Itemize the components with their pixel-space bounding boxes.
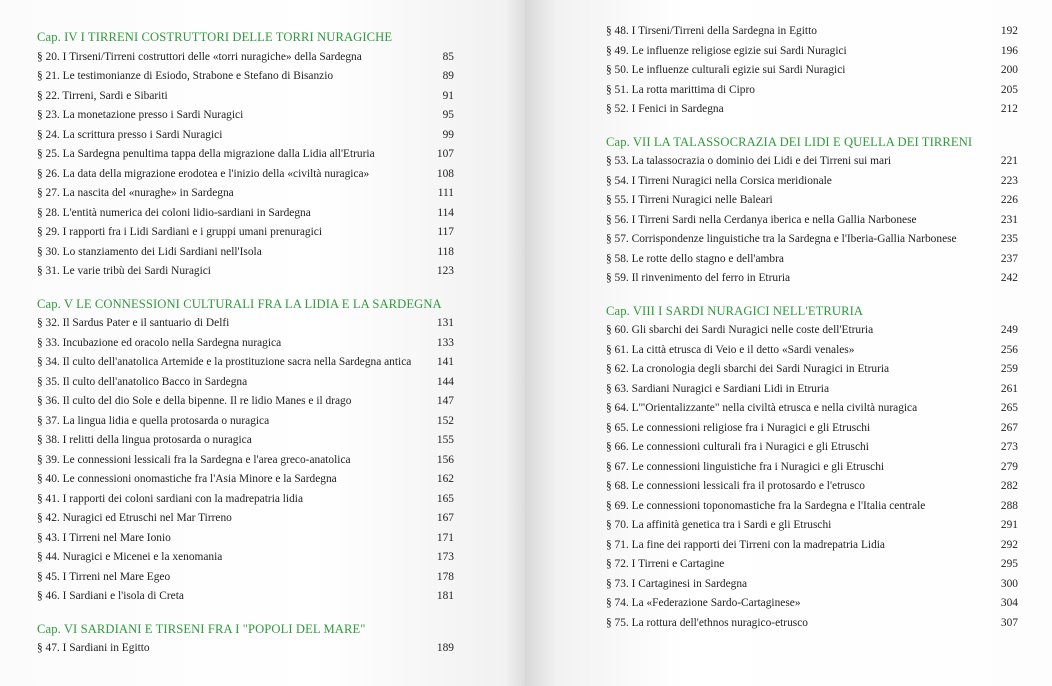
entry-title: § 42. Nuragici ed Etruschi nel Mar Tirreno	[37, 512, 232, 524]
toc-entry	[606, 536, 1018, 556]
entry-page-number: 242	[1000, 272, 1018, 284]
entry-title: § 69. Le connessioni toponomastiche fra la Sardegna e l'Italia centrale	[606, 499, 926, 512]
entry-title: § 51. La rotta marittima di Cipro	[606, 83, 755, 96]
toc-entry	[37, 48, 454, 68]
entry-title: § 54. I Tirreni Nuragici nella Corsica meridionale	[606, 174, 832, 187]
toc-entry	[606, 380, 1018, 400]
entry-page-number: 133	[436, 336, 454, 349]
toc-entry	[606, 191, 1018, 211]
entry-title: § 62. La cronologia degli sbarchi dei Sardi Nuragici in Etruria	[606, 363, 890, 375]
entry-title: § 64. L'"Orientalizzante" nella civiltà etrusca e nella civiltà nuragica	[606, 402, 918, 414]
toc-entry	[606, 100, 1018, 120]
toc-entry	[606, 230, 1018, 250]
entry-title: § 71. La fine dei rapporti dei Tirreni con la madrepatria Lidia	[606, 538, 885, 551]
toc-entry	[37, 184, 454, 204]
entry-page-number: 91	[442, 89, 454, 102]
toc-entry	[37, 334, 454, 354]
entry-page-number: 249	[1000, 324, 1018, 336]
entry-title: § 65. Le connessioni religiose fra i Nuragici e gli Etruschi	[606, 421, 871, 434]
entry-title: § 74. La «Federazione Sardo-Cartaginese»	[606, 597, 801, 609]
toc-entry	[606, 269, 1018, 289]
entry-title: § 57. Corrispondenze linguistiche tra la Sardegna e l'Iberia-Gallia Narbonese	[606, 233, 957, 245]
entry-title: § 40. Le connessioni onomastiche fra l'Asia Minore e la Sardegna	[37, 473, 337, 485]
toc-entry	[37, 412, 454, 432]
entry-page-number: 265	[1000, 402, 1018, 414]
toc-entry	[606, 211, 1018, 231]
entry-title: § 68. Le connessioni lessicali fra il protosardo e l'etrusco	[606, 480, 865, 492]
entry-page-number: 85	[442, 50, 454, 63]
entry-page-number: 307	[1000, 616, 1018, 629]
toc-entry	[37, 529, 454, 549]
entry-title: § 30. Lo stanziamento dei Lidi Sardiani nell'Isola	[37, 245, 262, 258]
entry-title: § 49. Le influenze religiose egizie sui Sardi Nuragici	[606, 44, 847, 57]
toc-entry	[606, 614, 1018, 634]
entry-page-number: 279	[1000, 460, 1018, 473]
entry-page-number: 123	[436, 265, 454, 277]
entry-page-number: 155	[436, 434, 454, 446]
entry-page-number: 178	[436, 570, 454, 583]
entry-title: § 24. La scrittura presso i Sardi Nuragici	[37, 128, 223, 141]
toc-entry	[606, 458, 1018, 478]
entry-page-number: 107	[436, 148, 454, 160]
entry-page-number: 89	[442, 70, 454, 82]
entry-title: § 73. I Cartaginesi in Sardegna	[606, 577, 748, 590]
entry-title: § 37. La lingua lidia e quella protosarda o nuragica	[37, 414, 270, 427]
entry-title: § 23. La monetazione presso i Sardi Nuragici	[37, 109, 244, 121]
chapter-heading: Cap. V LE CONNESSIONI CULTURALI FRA LA LIDIA E LA SARDEGNA	[37, 296, 442, 311]
toc-entry	[37, 568, 454, 588]
entry-title: § 20. I Tirseni/Tirreni costruttori delle «torri nuragiche» della Sardegna	[37, 50, 362, 63]
toc-entry	[606, 321, 1018, 341]
entry-title: § 31. Le varie tribù dei Sardi Nuragici	[37, 265, 211, 277]
chapter-heading: Cap. IV I TIRRENI COSTRUTTORI DELLE TORRI NURAGICHE	[37, 30, 393, 44]
entry-page-number: 111	[437, 187, 454, 199]
toc-entry	[606, 341, 1018, 361]
toc-entry	[606, 438, 1018, 458]
entry-page-number: 189	[436, 642, 454, 654]
toc-entry	[606, 477, 1018, 497]
entry-page-number: 223	[1000, 174, 1018, 187]
toc-entry	[37, 392, 454, 412]
entry-title: § 21. Le testimonianze di Esiodo, Strabone e Stefano di Bisanzio	[37, 70, 334, 82]
toc-entry	[37, 106, 454, 126]
entry-title: § 32. Il Sardus Pater e il santuario di Delfi	[37, 317, 230, 329]
toc-entry	[606, 152, 1018, 172]
entry-title: § 48. I Tirseni/Tirreni della Sardegna in Egitto	[606, 25, 817, 37]
entry-page-number: 282	[1000, 480, 1018, 492]
entry-title: § 26. La data della migrazione erodotea e l'inizio della «civiltà nuragica»	[37, 167, 370, 180]
entry-title: § 33. Incubazione ed oracolo nella Sardegna nuragica	[37, 336, 282, 349]
entry-page-number: 141	[436, 356, 454, 368]
toc-entry	[606, 360, 1018, 380]
toc-entry	[606, 250, 1018, 270]
entry-page-number: 95	[442, 109, 454, 121]
toc-entry	[37, 165, 454, 185]
entry-page-number: 156	[436, 453, 454, 466]
toc-entry	[37, 373, 454, 393]
entry-title: § 60. Gli sbarchi dei Sardi Nuragici nelle coste dell'Etruria	[606, 324, 874, 336]
entry-title: § 61. La città etrusca di Veio e il detto «Sardi venales»	[606, 343, 855, 356]
entry-page-number: 144	[436, 375, 454, 388]
section-gap	[606, 289, 1020, 302]
entry-page-number: 295	[1000, 558, 1018, 570]
entry-title: § 50. Le influenze culturali egizie sui Sardi Nuragici	[606, 64, 846, 76]
entry-title: § 58. Le rotte dello stagno e dell'ambra	[606, 252, 784, 265]
entry-page-number: 291	[1000, 519, 1018, 531]
entry-page-number: 221	[1000, 155, 1018, 167]
section-gap	[37, 607, 506, 620]
entry-page-number: 235	[1000, 233, 1018, 245]
toc-entry	[37, 587, 454, 607]
toc-entry	[606, 61, 1018, 81]
entry-title: § 56. I Tirreni Sardi nella Cerdanya iberica e nella Gallia Narbonese	[606, 213, 917, 226]
toc-entry	[606, 22, 1018, 42]
entry-title: § 39. Le connessioni lessicali fra la Sardegna e l'area greco-anatolica	[37, 453, 351, 466]
entry-page-number: 273	[1000, 441, 1018, 453]
toc-entry	[606, 172, 1018, 192]
entry-page-number: 259	[1000, 363, 1018, 375]
entry-title: § 72. I Tirreni e Cartagine	[606, 558, 725, 570]
toc-entry	[37, 431, 454, 451]
toc-entry	[37, 67, 454, 87]
entry-title: § 25. La Sardegna penultima tappa della migrazione dalla Lidia all'Etruria	[37, 148, 375, 160]
entry-page-number: 173	[436, 551, 454, 563]
entry-title: § 41. I rapporti dei coloni sardiani con la madrepatria lidia	[37, 492, 304, 505]
section-gap	[606, 120, 1020, 133]
entry-page-number: 131	[436, 317, 454, 329]
toc-entry	[606, 594, 1018, 614]
entry-page-number: 181	[436, 590, 454, 602]
entry-page-number: 205	[1000, 83, 1018, 96]
entry-page-number: 165	[436, 492, 454, 505]
toc-entry	[606, 399, 1018, 419]
toc-entry	[37, 470, 454, 490]
entry-page-number: 99	[442, 128, 454, 141]
entry-title: § 29. I rapporti fra i Lidi Sardiani e i gruppi umani prenuragici	[37, 226, 322, 238]
entry-page-number: 147	[436, 395, 454, 407]
entry-title: § 46. I Sardiani e l'isola di Creta	[37, 590, 184, 602]
entry-title: § 47. I Sardiani in Egitto	[37, 642, 150, 654]
entry-page-number: 261	[1000, 382, 1018, 395]
toc-entry	[606, 42, 1018, 62]
toc-entry	[606, 81, 1018, 101]
entry-page-number: 114	[437, 206, 454, 219]
entry-page-number: 288	[1000, 499, 1018, 512]
chapter-heading: Cap. VII LA TALASSOCRAZIA DEI LIDI E QUELLA DEI TIRRENI	[606, 134, 973, 149]
entry-title: § 27. La nascita del «nuraghe» in Sardegna	[37, 187, 234, 199]
entry-page-number: 192	[1000, 25, 1018, 37]
entry-page-number: 171	[436, 531, 454, 544]
entry-title: § 38. I relitti della lingua protosarda o nuragica	[37, 434, 252, 446]
entry-page-number: 267	[1000, 421, 1018, 434]
entry-title: § 35. Il culto dell'anatolico Bacco in Sardegna	[37, 375, 248, 388]
entry-title: § 53. La talassocrazia o dominio dei Lidi e dei Tirreni sui mari	[606, 155, 892, 167]
toc-entry	[37, 451, 454, 471]
section-gap	[37, 282, 506, 295]
entry-page-number: 237	[1000, 252, 1018, 265]
entry-page-number: 300	[1000, 577, 1018, 590]
entry-title: § 52. I Fenici in Sardegna	[606, 103, 724, 115]
toc-entry	[37, 262, 454, 282]
entry-title: § 43. I Tirreni nel Mare Ionio	[37, 531, 171, 544]
entry-title: § 34. Il culto dell'anatolica Artemide e la prostituzione sacra nella Sardegna antica	[37, 356, 412, 368]
entry-page-number: 117	[437, 226, 454, 238]
toc-entry	[37, 490, 454, 510]
toc-entry	[37, 314, 454, 334]
entry-page-number: 108	[436, 167, 454, 180]
toc-entry	[606, 555, 1018, 575]
entry-page-number: 200	[1000, 64, 1018, 76]
toc-entry	[606, 419, 1018, 439]
toc-entry	[37, 243, 454, 263]
entry-title: § 22. Tirreni, Sardi e Sibariti	[37, 89, 168, 102]
entry-title: § 66. Le connessioni culturali fra i Nuragici e gli Etruschi	[606, 441, 869, 453]
entry-title: § 44. Nuragici e Micenei e la xenomania	[37, 551, 223, 563]
entry-page-number: 212	[1000, 103, 1018, 115]
chapter-heading: Cap. VIII I SARDI NURAGICI NELL'ETRURIA	[606, 303, 864, 318]
toc-entry	[37, 353, 454, 373]
toc-entry	[606, 497, 1018, 517]
entry-page-number: 152	[436, 414, 454, 427]
toc-entry	[37, 548, 454, 568]
toc-entry	[37, 223, 454, 243]
entry-title: § 36. Il culto del dio Sole e della bipenne. Il re lidio Manes e il drago	[37, 395, 352, 407]
toc-entry	[37, 87, 454, 107]
toc-entry	[606, 575, 1018, 595]
entry-title: § 55. I Tirreni Nuragici nelle Baleari	[606, 194, 773, 206]
toc-entry	[37, 204, 454, 224]
entry-title: § 28. L'entità numerica dei coloni lidio-sardiani in Sardegna	[37, 206, 311, 219]
entry-page-number: 118	[437, 245, 454, 258]
chapter-heading: Cap. VI SARDIANI E TIRSENI FRA I "POPOLI DEL MARE"	[37, 621, 366, 636]
entry-title: § 63. Sardiani Nuragici e Sardiani Lidi in Etruria	[606, 382, 830, 395]
entry-page-number: 256	[1000, 343, 1018, 356]
entry-title: § 59. Il rinvenimento del ferro in Etruria	[606, 272, 791, 284]
toc-entry	[37, 509, 454, 529]
right-page	[526, 0, 1052, 686]
entry-page-number: 226	[1000, 194, 1018, 206]
entry-page-number: 167	[436, 512, 454, 524]
entry-page-number: 304	[1000, 597, 1018, 609]
entry-title: § 45. I Tirreni nel Mare Egeo	[37, 570, 171, 583]
entry-page-number: 231	[1000, 213, 1018, 226]
toc-entry	[37, 639, 454, 659]
entry-page-number: 196	[1000, 44, 1018, 57]
toc-entry	[606, 516, 1018, 536]
toc-entry	[37, 145, 454, 165]
entry-title: § 75. La rottura dell'ethnos nuragico-etrusco	[606, 616, 808, 629]
toc-entry	[37, 126, 454, 146]
entry-title: § 67. Le connessioni linguistiche fra i Nuragici e gli Etruschi	[606, 460, 885, 473]
entry-page-number: 162	[436, 473, 454, 485]
entry-page-number: 292	[1000, 538, 1018, 551]
entry-title: § 70. La affinità genetica tra i Sardi e gli Etruschi	[606, 519, 832, 531]
